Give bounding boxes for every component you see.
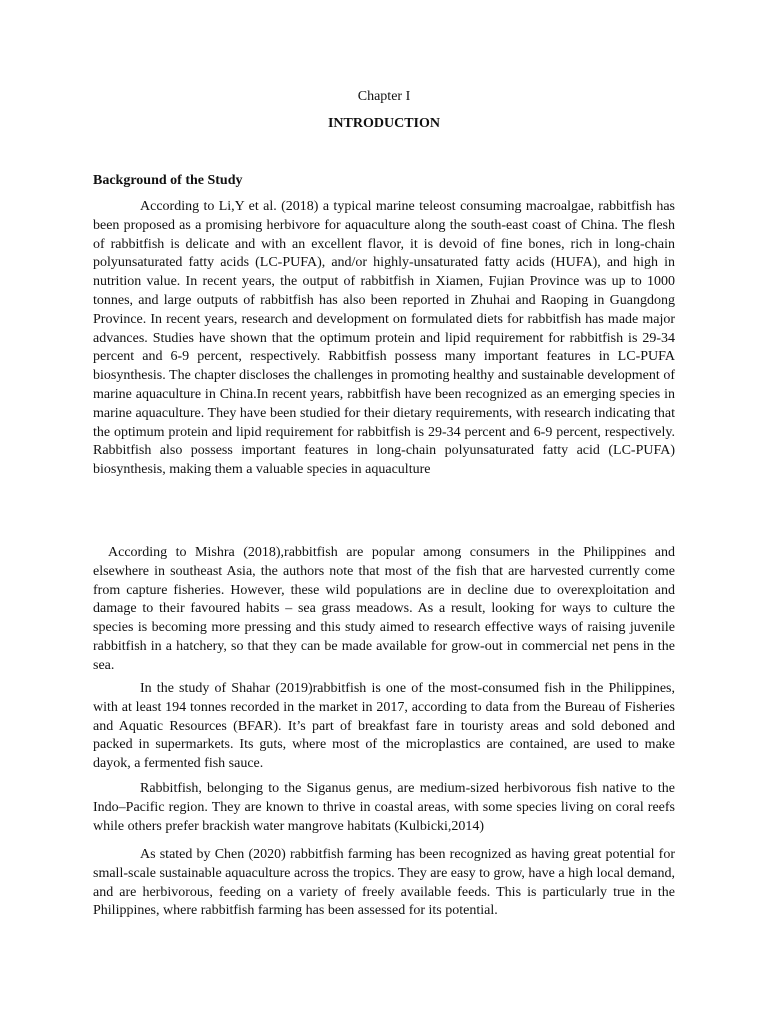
paragraph-background-2: According to Mishra (2018),rabbitfish are popular among consumers in the Philippines and elsewhere in southeast Asia, the authors note that most of the fish that are harvested currently come from capture fisheries. However, these wild populations are in decline due to overexploitation and damage to their favoured habits – sea grass meadows. As a result, looking for ways to culture the species is becoming more pressing and this study aimed to research effective ways of raising juvenile rabbitfish in a hatchery, so that they can be made available for grow-out in commercial net pens in the sea.	[93, 545, 675, 673]
paragraph-background-1: According to Li,Y et al. (2018) a typical marine teleost consuming macroalgae, rabbitfish has been proposed as a promising herbivore for aquaculture along the south-east coast of China. The flesh of rabbitfish is delicate and with an excellent flavor, it is devoid of fine bones, rich in long-chain polyunsaturated fatty acids (LC-PUFA), and/or highly-unsaturated fatty acids (HUFA), and high in nutrition value. In recent years, the output of rabbitfish in Xiamen, Fujian Province was up to 1000 tonnes, and large outputs of rabbitfish has also been reported in Zhuhai and Raoping in Guangdong Province. In recent years, research and development on formulated diets for rabbitfish has made major advances. Studies have shown that the optimum protein and lipid requirement for rabbitfish is 29-34 percent and 6-9 percent, respectively. Rabbitfish possess many important features in LC-PUFA biosynthesis. The chapter discloses the challenges in promoting healthy and sustainable development of marine aquaculture in China.In recent years, rabbitfish have been recognized as an emerging species in marine aquaculture. They have been studied for their dietary requirements, with research indicating that the optimum protein and lipid requirement for rabbitfish is 29-34 percent and 6-9 percent, respectively. Rabbitfish also possess important features in long-chain polyunsaturated fatty acid (LC-PUFA) biosynthesis, making them a valuable species in aquaculture	[93, 199, 675, 478]
section-heading: Background of the Study	[93, 173, 243, 188]
paragraph-background-4: Rabbitfish, belonging to the Siganus genus, are medium-sized herbivorous fish native to the Indo–Pacific region. They are known to thrive in coastal areas, with some species living on coral reefs while others prefer brackish water mangrove habitats (Kulbicki,2014)	[93, 781, 675, 834]
paragraph-background-5: As stated by Chen (2020) rabbitfish farming has been recognized as having great potential for small-scale sustainable aquaculture across the tropics. They are easy to grow, have a high local demand, and are herbivorous, feeding on a variety of freely available feeds. This is particularly true in the Philippines, where rabbitfish farming has been assessed for its potential.	[93, 847, 675, 919]
paragraph-background-3: In the study of Shahar (2019)rabbitfish is one of the most-consumed fish in the Philippines, with at least 194 tonnes recorded in the market in 2017, according to data from the Bureau of Fisheries and Aquatic Resources (BFAR). It’s part of breakfast fare in touristy areas and sold deboned and packed in supermarkets. Its guts, where most of the microplastics are contained, are used to make dayok, a fermented fish sauce.	[93, 681, 675, 772]
chapter-label: Chapter I	[357, 89, 411, 104]
chapter-title: INTRODUCTION	[327, 116, 440, 131]
